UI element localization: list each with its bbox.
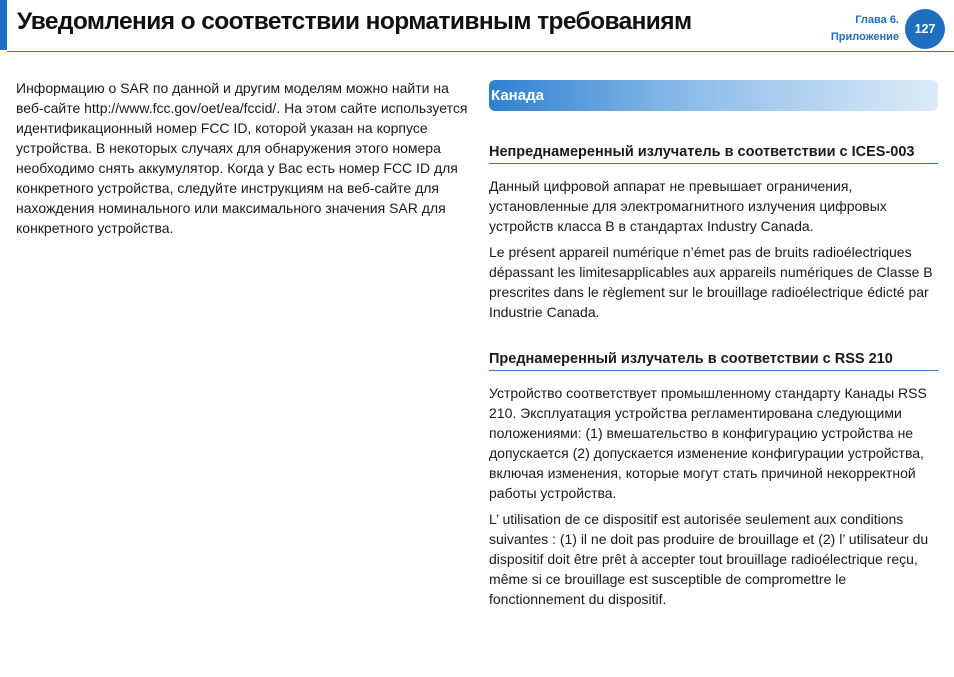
header-accent-bar	[0, 0, 7, 50]
header-divider	[7, 51, 954, 52]
sar-info-paragraph: Информацию о SAR по данной и другим моделям можно найти на веб-сайте http://www.fcc.gov/oet/ea/fccid/. На этом сайте используется идентификационный номер FCC ID, которой указан на корпусе устройства. В некоторых случаях для обнаружения этого номера необходимо снять аккумулятор. Когда у Вас есть номер FCC ID для конкретного устройства, следуйте инструкциям на веб-сайте для нахождения номинального или максимального значения SAR для конкретного устройства.	[16, 80, 468, 236]
ices003-paragraph-ru: Данный цифровой аппарат не превышает ограничения, установленные для электромагнитного излучения цифровых устройств класса B в стандартах Industry Canada.	[489, 178, 887, 234]
chapter-name: Приложение	[830, 31, 899, 43]
chapter-label	[831, 12, 899, 46]
ices003-paragraph-fr: Le présent appareil numérique n’émet pas de bruits radioélectriques dépassant les limitesapplicables aux appareils numériques de Classe B prescrites dans le règlement sur le brouillage radioélectrique édicté par Industrie Canada.	[489, 244, 933, 320]
subsection-heading-ices003: Непреднамеренный излучатель в соответствии с ICES-003	[489, 142, 938, 164]
right-column	[489, 80, 938, 609]
page-title: Уведомления о соответствии нормативным требованиям	[17, 8, 692, 35]
rss210-paragraph-ru: Устройство соответствует промышленному стандарту Канады RSS 210. Эксплуатация устройства регламентирована следующими положениями: (1) вмешательство в конфигурацию устройства не допускается (2) допускается изменение конфигурации устройства, включая изменения, которые могут стать причиной некорректной работы устройства.	[489, 385, 927, 501]
chapter-number: Глава 6.	[855, 14, 899, 26]
page-number-badge: 127	[905, 9, 945, 49]
subsection-heading-rss210: Преднамеренный излучатель в соответствии с RSS 210	[489, 349, 938, 371]
section-header-canada: Канада	[489, 80, 938, 111]
rss210-paragraph-fr: L’ utilisation de ce dispositif est autorisée seulement aux conditions suivantes : (1) il ne doit pas produire de brouillage et (2) l’ utilisateur du dispositif doit être prêt à accepter tout brouillage radioélectrique reçu, même si ce brouillage est susceptible de compromettre le fonctionnement du dispositif.	[489, 511, 929, 607]
left-column	[16, 78, 468, 238]
